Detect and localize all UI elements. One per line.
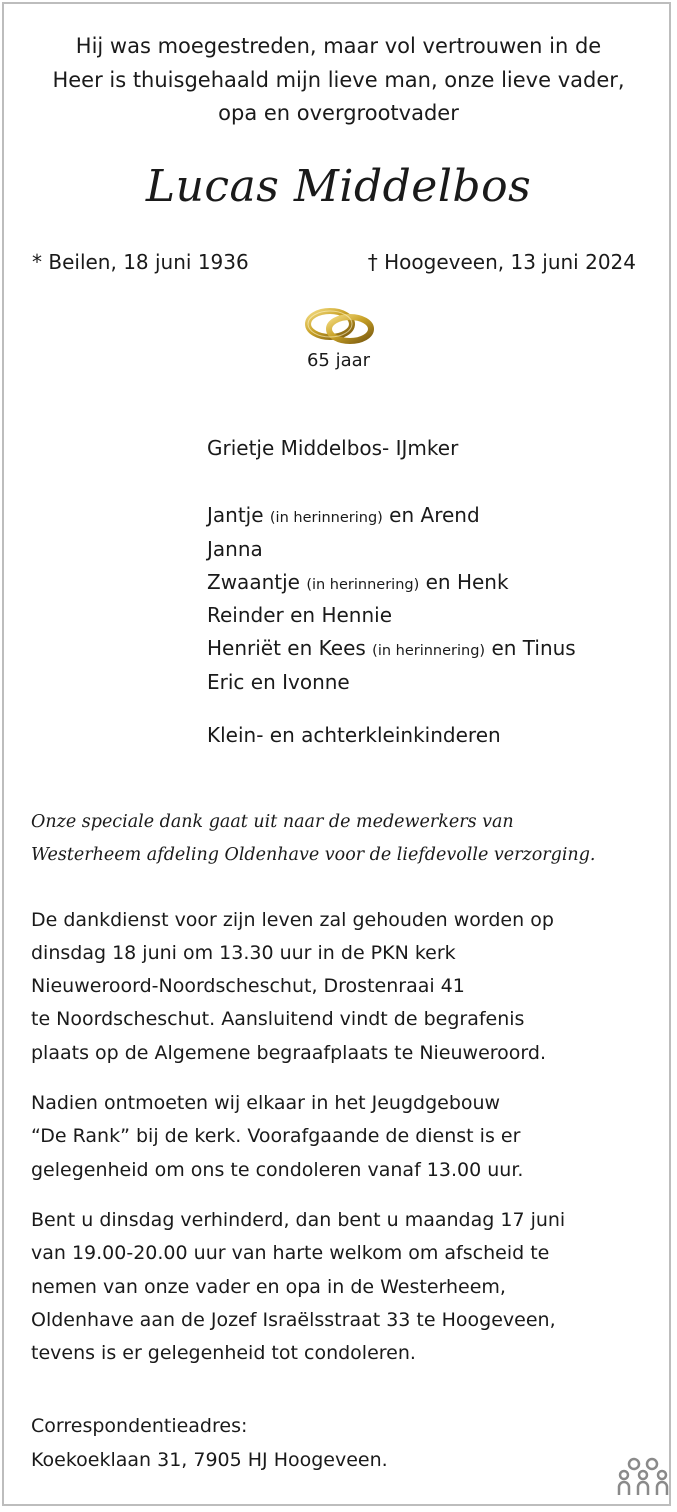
correspondence-address	[31, 1410, 651, 1477]
intro-text	[0, 30, 677, 131]
grandchildren: Klein- en achterkleinkinderen	[207, 723, 501, 748]
memorial-note: (in herinnering)	[269, 510, 383, 527]
child-entry: Janna	[207, 536, 263, 561]
child-entry: Jantje (in herinnering) en Arend	[207, 503, 480, 528]
birth-date: * Beilen, 18 juni 1936	[32, 250, 249, 274]
child-entry: Eric en Ivonne	[207, 669, 350, 694]
child-entry: Zwaantje (in herinnering) en Henk	[207, 569, 509, 594]
memorial-note: (in herinnering)	[372, 643, 486, 660]
intro-line: Heer is thuisgehaald mijn lieve man, onze lieve vader,	[52, 67, 625, 92]
gathering-paragraph: Nadien ontmoeten wij elkaar in het Jeugdgebouw “De Rank” bij de kerk. Voorafgaande de dienst is er gelegenheid om ons te condoleren vanaf 13.00 uur.	[31, 1092, 524, 1181]
visitation-paragraph: Bent u dinsdag verhinderd, dan bent u maandag 17 juni van 19.00-20.00 uur van harte welkom om afscheid te nemen van onze vader en opa in de Westerheem, Oldenhave aan de Jozef Israëlsstraat 33 te Hoogeveen, tevens is er gelegenheid tot condoleren.	[31, 1208, 566, 1365]
thanks-note: Onze speciale dank gaat uit naar de medewerkers van Westerheem afdeling Oldenhave voor de liefdevolle verzorging.	[31, 812, 596, 866]
service-paragraph: De dankdienst voor zijn leven zal gehouden worden op dinsdag 18 juni om 13.30 uur in de PKN kerk Nieuweroord-Noordscheschut, Drostenraai 41 te Noordscheschut. Aansluitend vindt de begrafenis plaats op de Algemene begraafplaats te Nieuweroord.	[31, 908, 554, 1064]
child-entry: Reinder en Hennie	[207, 603, 393, 628]
memorial-note: (in herinnering)	[306, 576, 420, 593]
wedding-rings-icon	[300, 300, 380, 350]
body-text	[31, 806, 651, 1477]
years-married: 65 jaar	[306, 350, 371, 371]
address-line: Koekoeklaan 31, 7905 HJ Hoogeveen.	[31, 1448, 388, 1471]
child-entry: Henriët en Kees (in herinnering) en Tinus	[207, 636, 576, 661]
family-list	[207, 432, 576, 752]
death-date: † Hoogeveen, 13 juni 2024	[367, 250, 636, 274]
intro-line: opa en overgrootvader	[218, 101, 459, 125]
deceased-name: Lucas Middelbos	[145, 161, 532, 212]
address-label: Correspondentieadres:	[31, 1415, 248, 1438]
spouse-name: Grietje Middelbos- IJmker	[207, 436, 459, 460]
people-group-logo-icon	[617, 1455, 669, 1497]
intro-line: Hij was moegestreden, maar vol vertrouwen in de	[75, 34, 602, 58]
